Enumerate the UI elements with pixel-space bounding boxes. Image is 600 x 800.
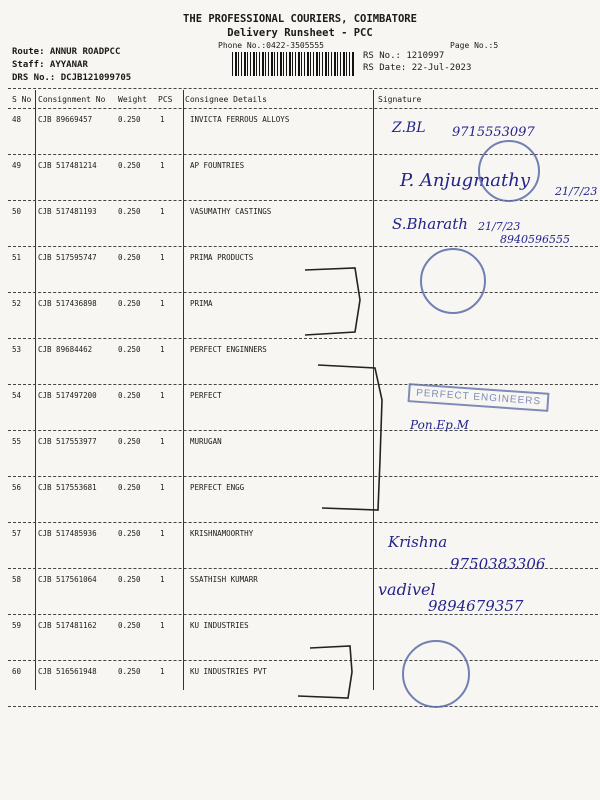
row-consignment: CJB 517481162 <box>38 621 97 630</box>
signature-58: vadivel <box>378 580 436 599</box>
row-sno: 56 <box>12 483 22 492</box>
col-header-consignee: Consignee Details <box>185 95 267 104</box>
bracket-mark <box>318 365 382 510</box>
row-consignment: CJB 517561064 <box>38 575 97 584</box>
row-weight: 0.250 <box>118 621 141 630</box>
row-consignment: CJB 517481193 <box>38 207 97 216</box>
row-sno: 59 <box>12 621 22 630</box>
row-sno: 48 <box>12 115 22 124</box>
row-weight: 0.250 <box>118 345 141 354</box>
col-header-sno: S No <box>12 95 32 104</box>
company-stamp-round <box>420 248 486 314</box>
phone-number: Phone No.:0422-3505555 <box>218 41 324 50</box>
staff-label: Staff: AYYANAR <box>12 60 88 70</box>
runsheet-subtitle: Delivery Runsheet - PCC <box>227 27 373 39</box>
row-pcs: 1 <box>160 575 165 584</box>
row-weight: 0.250 <box>118 115 141 124</box>
row-pcs: 1 <box>160 345 165 354</box>
company-stamp-round <box>478 140 540 202</box>
bracket-mark <box>298 646 352 698</box>
col-header-pcs: PCS <box>158 95 173 104</box>
row-consignment: CJB 517553977 <box>38 437 97 446</box>
row-consignee: AP FOUNTRIES <box>190 161 245 170</box>
row-consignment: CJB 517595747 <box>38 253 97 262</box>
signature-57: Krishna <box>388 533 448 551</box>
phone-58: 9894679357 <box>428 597 524 615</box>
signature-48: Z.BL <box>392 120 426 136</box>
row-sno: 52 <box>12 299 22 308</box>
row-weight: 0.250 <box>118 529 141 538</box>
row-pcs: 1 <box>160 621 165 630</box>
phone-50: 8940596555 <box>500 233 570 246</box>
bracket-mark <box>305 268 360 335</box>
row-pcs: 1 <box>160 161 165 170</box>
row-consignee: PERFECT <box>190 391 222 400</box>
row-sno: 54 <box>12 391 22 400</box>
row-weight: 0.250 <box>118 575 141 584</box>
row-sno: 51 <box>12 253 22 262</box>
row-consignment: CJB 89684462 <box>38 345 93 354</box>
drs-number: DRS No.: DCJB121099705 <box>12 73 132 83</box>
row-consignment: CJB 517485936 <box>38 529 97 538</box>
date-49: 21/7/23 <box>555 185 598 198</box>
col-header-weight: Weight <box>118 95 147 104</box>
row-pcs: 1 <box>160 667 165 676</box>
row-weight: 0.250 <box>118 207 141 216</box>
col-header-signature: Signature <box>378 95 422 104</box>
row-consignment: CJB 517497200 <box>38 391 97 400</box>
row-pcs: 1 <box>160 299 165 308</box>
row-consignee: PRIMA PRODUCTS <box>190 253 254 262</box>
row-consignee: KRISHNAMOORTHY <box>190 529 254 538</box>
route-label: Route: ANNUR ROADPCC <box>12 47 121 57</box>
signature-54: Pon.Ep.M <box>410 418 469 432</box>
row-pcs: 1 <box>160 253 165 262</box>
row-sno: 53 <box>12 345 22 354</box>
row-consignee: PERFECT ENGINNERS <box>190 345 267 354</box>
page-number: Page No.:5 <box>450 41 499 50</box>
company-stamp-round <box>402 640 470 708</box>
row-consignment: CJB 89669457 <box>38 115 93 124</box>
phone-48: 9715553097 <box>452 125 535 140</box>
date-50: 21/7/23 <box>478 220 521 233</box>
row-sno: 58 <box>12 575 22 584</box>
col-header-consignment: Consignment No <box>38 95 106 104</box>
row-pcs: 1 <box>160 483 165 492</box>
perfect-engineers-stamp: PERFECT ENGINEERS <box>408 383 550 412</box>
row-weight: 0.250 <box>118 253 141 262</box>
row-pcs: 1 <box>160 391 165 400</box>
company-title: THE PROFESSIONAL COURIERS, COIMBATORE <box>183 13 417 25</box>
row-consignee: KU INDUSTRIES PVT <box>190 667 267 676</box>
signature-50: S.Bharath <box>392 215 468 233</box>
phone-57: 9750383306 <box>450 555 546 573</box>
rs-date: RS Date: 22-Jul-2023 <box>363 63 472 73</box>
row-weight: 0.250 <box>118 161 141 170</box>
row-consignee: INVICTA FERROUS ALLOYS <box>190 115 290 124</box>
row-consignee: PRIMA <box>190 299 213 308</box>
row-pcs: 1 <box>160 207 165 216</box>
row-weight: 0.250 <box>118 299 141 308</box>
row-consignment: CJB 517436898 <box>38 299 97 308</box>
row-consignee: VASUMATHY CASTINGS <box>190 207 272 216</box>
row-pcs: 1 <box>160 115 165 124</box>
row-sno: 57 <box>12 529 22 538</box>
row-consignment: CJB 517553681 <box>38 483 97 492</box>
row-consignee: PERFECT ENGG <box>190 483 245 492</box>
row-pcs: 1 <box>160 437 165 446</box>
row-consignee: SSATHISH KUMARR <box>190 575 258 584</box>
row-consignee: KU INDUSTRIES <box>190 621 249 630</box>
row-weight: 0.250 <box>118 437 141 446</box>
row-sno: 55 <box>12 437 22 446</box>
rs-number: RS No.: 1210997 <box>363 51 445 61</box>
row-consignment: CJB 517481214 <box>38 161 97 170</box>
signature-49: P. Anjugmathy <box>400 170 530 191</box>
row-consignment: CJB 516561948 <box>38 667 97 676</box>
row-weight: 0.250 <box>118 391 141 400</box>
row-sno: 60 <box>12 667 22 676</box>
row-consignee: MURUGAN <box>190 437 222 446</box>
row-sno: 49 <box>12 161 22 170</box>
row-weight: 0.250 <box>118 483 141 492</box>
row-weight: 0.250 <box>118 667 141 676</box>
row-pcs: 1 <box>160 529 165 538</box>
row-sno: 50 <box>12 207 22 216</box>
